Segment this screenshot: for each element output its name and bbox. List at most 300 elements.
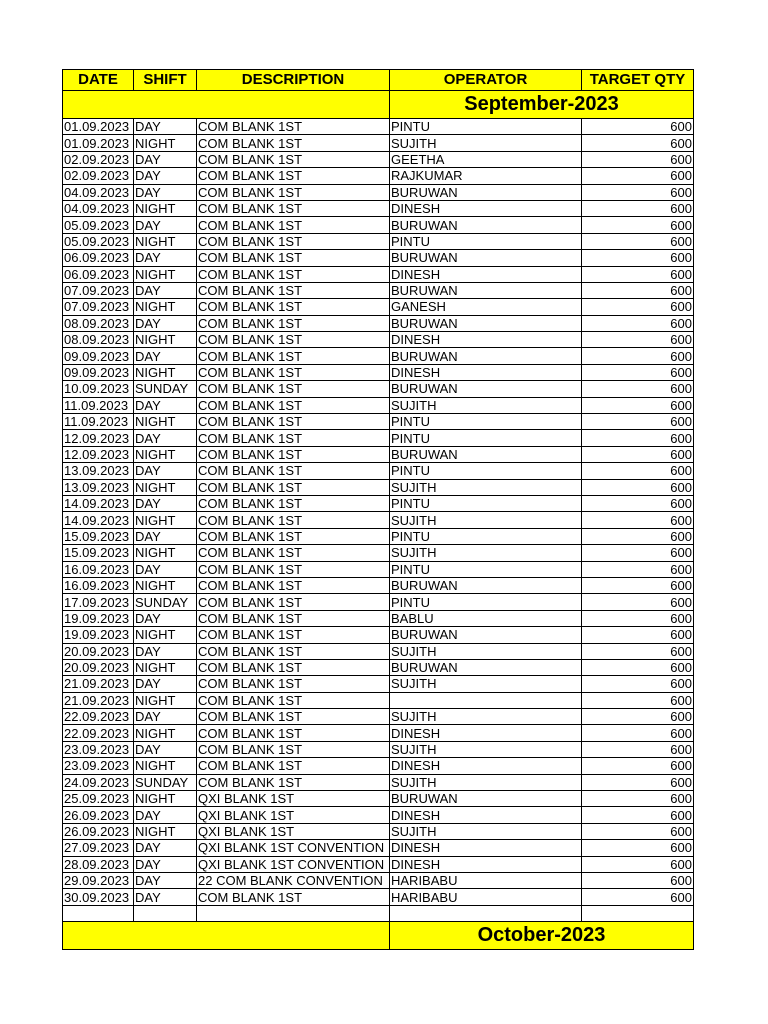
cell-date: 11.09.2023 [63, 414, 134, 430]
cell-date: 15.09.2023 [63, 545, 134, 561]
cell-operator: SUJITH [390, 709, 582, 725]
cell-shift: DAY [134, 151, 197, 167]
cell-description: COM BLANK 1ST [197, 709, 390, 725]
table-row [63, 184, 694, 200]
cell-target-qty: 600 [582, 676, 694, 692]
table-row [63, 332, 694, 348]
table-row [63, 594, 694, 610]
cell-description: COM BLANK 1ST [197, 577, 390, 593]
cell-description: COM BLANK 1ST [197, 692, 390, 708]
month-row-september [63, 91, 694, 119]
cell-date: 21.09.2023 [63, 676, 134, 692]
cell-operator: DINESH [390, 725, 582, 741]
cell-date: 01.09.2023 [63, 119, 134, 135]
cell-operator: SUJITH [390, 823, 582, 839]
cell-target-qty: 600 [582, 463, 694, 479]
cell-target-qty: 600 [582, 168, 694, 184]
table-row [63, 692, 694, 708]
cell-target-qty: 600 [582, 184, 694, 200]
cell-target-qty: 600 [582, 315, 694, 331]
cell-shift: DAY [134, 184, 197, 200]
cell-shift: SUNDAY [134, 594, 197, 610]
header-target-qty: TARGET QTY [582, 70, 694, 91]
cell-operator: DINESH [390, 364, 582, 380]
empty-cell [134, 905, 197, 921]
cell-target-qty: 600 [582, 512, 694, 528]
cell-description: COM BLANK 1ST [197, 741, 390, 757]
cell-shift: DAY [134, 463, 197, 479]
production-sheet [62, 69, 694, 950]
table-row [63, 364, 694, 380]
cell-shift: NIGHT [134, 577, 197, 593]
cell-shift: DAY [134, 495, 197, 511]
cell-shift: NIGHT [134, 135, 197, 151]
cell-description: COM BLANK 1ST [197, 414, 390, 430]
header-row [63, 70, 694, 91]
cell-date: 25.09.2023 [63, 791, 134, 807]
table-row [63, 840, 694, 856]
cell-description: COM BLANK 1ST [197, 643, 390, 659]
cell-shift: DAY [134, 856, 197, 872]
table-row [63, 889, 694, 905]
cell-date: 14.09.2023 [63, 495, 134, 511]
cell-target-qty: 600 [582, 840, 694, 856]
cell-description: COM BLANK 1ST [197, 217, 390, 233]
cell-description: COM BLANK 1ST [197, 774, 390, 790]
cell-description: COM BLANK 1ST [197, 381, 390, 397]
cell-description: QXI BLANK 1ST CONVENTION [197, 856, 390, 872]
cell-date: 10.09.2023 [63, 381, 134, 397]
cell-date: 29.09.2023 [63, 872, 134, 888]
header-operator: OPERATOR [390, 70, 582, 91]
cell-operator: BURUWAN [390, 659, 582, 675]
cell-date: 09.09.2023 [63, 364, 134, 380]
cell-target-qty: 600 [582, 872, 694, 888]
cell-target-qty: 600 [582, 823, 694, 839]
cell-operator: PINTU [390, 495, 582, 511]
cell-operator: PINTU [390, 430, 582, 446]
table-row [63, 446, 694, 462]
cell-operator: PINTU [390, 528, 582, 544]
cell-target-qty: 600 [582, 364, 694, 380]
cell-date: 02.09.2023 [63, 168, 134, 184]
cell-date: 17.09.2023 [63, 594, 134, 610]
month-label-october: October-2023 [390, 921, 694, 949]
cell-description: COM BLANK 1ST [197, 463, 390, 479]
cell-operator: BURUWAN [390, 250, 582, 266]
cell-description: COM BLANK 1ST [197, 266, 390, 282]
cell-description: 22 COM BLANK CONVENTION [197, 872, 390, 888]
cell-operator: SUJITH [390, 397, 582, 413]
cell-description: COM BLANK 1ST [197, 479, 390, 495]
cell-date: 01.09.2023 [63, 135, 134, 151]
cell-date: 04.09.2023 [63, 200, 134, 216]
cell-date: 08.09.2023 [63, 332, 134, 348]
cell-shift: NIGHT [134, 791, 197, 807]
table-row [63, 659, 694, 675]
cell-date: 02.09.2023 [63, 151, 134, 167]
cell-shift: DAY [134, 168, 197, 184]
cell-date: 06.09.2023 [63, 250, 134, 266]
cell-shift: DAY [134, 217, 197, 233]
cell-description: COM BLANK 1ST [197, 495, 390, 511]
cell-date: 05.09.2023 [63, 217, 134, 233]
cell-description: COM BLANK 1ST [197, 168, 390, 184]
cell-operator: GANESH [390, 299, 582, 315]
cell-description: COM BLANK 1ST [197, 364, 390, 380]
cell-date: 07.09.2023 [63, 299, 134, 315]
cell-description: COM BLANK 1ST [197, 512, 390, 528]
cell-operator: DINESH [390, 856, 582, 872]
cell-target-qty: 600 [582, 856, 694, 872]
cell-date: 22.09.2023 [63, 709, 134, 725]
cell-date: 28.09.2023 [63, 856, 134, 872]
cell-operator: DINESH [390, 758, 582, 774]
cell-target-qty: 600 [582, 250, 694, 266]
cell-shift: DAY [134, 840, 197, 856]
empty-cell [197, 905, 390, 921]
cell-date: 20.09.2023 [63, 659, 134, 675]
cell-date: 07.09.2023 [63, 282, 134, 298]
cell-operator: BURUWAN [390, 315, 582, 331]
cell-operator: SUJITH [390, 479, 582, 495]
cell-shift: NIGHT [134, 725, 197, 741]
cell-operator: SUJITH [390, 774, 582, 790]
cell-shift: NIGHT [134, 364, 197, 380]
cell-shift: NIGHT [134, 299, 197, 315]
cell-description: COM BLANK 1ST [197, 200, 390, 216]
cell-shift: DAY [134, 741, 197, 757]
cell-operator: PINTU [390, 594, 582, 610]
cell-target-qty: 600 [582, 610, 694, 626]
cell-shift: DAY [134, 561, 197, 577]
cell-date: 23.09.2023 [63, 758, 134, 774]
cell-target-qty: 600 [582, 528, 694, 544]
table-row [63, 741, 694, 757]
cell-description: COM BLANK 1ST [197, 233, 390, 249]
cell-description: COM BLANK 1ST [197, 430, 390, 446]
cell-description: QXI BLANK 1ST CONVENTION [197, 840, 390, 856]
table-row [63, 512, 694, 528]
cell-date: 21.09.2023 [63, 692, 134, 708]
cell-target-qty: 600 [582, 495, 694, 511]
cell-description: COM BLANK 1ST [197, 119, 390, 135]
cell-description: COM BLANK 1ST [197, 315, 390, 331]
cell-operator: SUJITH [390, 676, 582, 692]
cell-shift: NIGHT [134, 332, 197, 348]
cell-date: 19.09.2023 [63, 627, 134, 643]
cell-shift: NIGHT [134, 758, 197, 774]
table-row [63, 282, 694, 298]
cell-target-qty: 600 [582, 643, 694, 659]
cell-operator: SUJITH [390, 512, 582, 528]
cell-description: COM BLANK 1ST [197, 676, 390, 692]
cell-shift: DAY [134, 528, 197, 544]
table-row [63, 577, 694, 593]
table-row [63, 217, 694, 233]
cell-target-qty: 600 [582, 119, 694, 135]
cell-date: 14.09.2023 [63, 512, 134, 528]
cell-operator: BABLU [390, 610, 582, 626]
table-row [63, 676, 694, 692]
cell-shift: DAY [134, 430, 197, 446]
table-row [63, 495, 694, 511]
cell-target-qty: 600 [582, 659, 694, 675]
cell-operator [390, 692, 582, 708]
cell-target-qty: 600 [582, 430, 694, 446]
cell-description: COM BLANK 1ST [197, 594, 390, 610]
table-row [63, 872, 694, 888]
table-row [63, 315, 694, 331]
cell-shift: SUNDAY [134, 381, 197, 397]
cell-target-qty: 600 [582, 725, 694, 741]
cell-operator: BURUWAN [390, 791, 582, 807]
table-row [63, 414, 694, 430]
header-description: DESCRIPTION [197, 70, 390, 91]
cell-operator: BURUWAN [390, 627, 582, 643]
cell-target-qty: 600 [582, 774, 694, 790]
cell-shift: DAY [134, 397, 197, 413]
cell-shift: DAY [134, 282, 197, 298]
cell-operator: BURUWAN [390, 282, 582, 298]
table-row [63, 528, 694, 544]
cell-date: 06.09.2023 [63, 266, 134, 282]
cell-target-qty: 600 [582, 561, 694, 577]
table-row [63, 856, 694, 872]
cell-description: COM BLANK 1ST [197, 397, 390, 413]
cell-operator: HARIBABU [390, 872, 582, 888]
cell-operator: RAJKUMAR [390, 168, 582, 184]
cell-target-qty: 600 [582, 627, 694, 643]
month-spacer [63, 91, 390, 119]
cell-description: QXI BLANK 1ST [197, 807, 390, 823]
cell-target-qty: 600 [582, 348, 694, 364]
table-row [63, 430, 694, 446]
cell-shift: NIGHT [134, 692, 197, 708]
table-row [63, 397, 694, 413]
cell-description: COM BLANK 1ST [197, 184, 390, 200]
cell-shift: NIGHT [134, 659, 197, 675]
table-row [63, 200, 694, 216]
table-row [63, 463, 694, 479]
cell-target-qty: 600 [582, 299, 694, 315]
cell-shift: DAY [134, 807, 197, 823]
cell-date: 19.09.2023 [63, 610, 134, 626]
cell-target-qty: 600 [582, 545, 694, 561]
cell-description: COM BLANK 1ST [197, 545, 390, 561]
cell-target-qty: 600 [582, 200, 694, 216]
cell-target-qty: 600 [582, 217, 694, 233]
cell-operator: GEETHA [390, 151, 582, 167]
cell-date: 08.09.2023 [63, 315, 134, 331]
cell-date: 11.09.2023 [63, 397, 134, 413]
table-row [63, 266, 694, 282]
cell-operator: PINTU [390, 561, 582, 577]
cell-description: COM BLANK 1ST [197, 299, 390, 315]
table-row [63, 119, 694, 135]
cell-operator: HARIBABU [390, 889, 582, 905]
table-row [63, 758, 694, 774]
cell-operator: BURUWAN [390, 577, 582, 593]
cell-shift: NIGHT [134, 233, 197, 249]
cell-shift: DAY [134, 872, 197, 888]
cell-description: COM BLANK 1ST [197, 610, 390, 626]
cell-shift: DAY [134, 709, 197, 725]
table-row [63, 135, 694, 151]
cell-date: 16.09.2023 [63, 577, 134, 593]
cell-operator: BURUWAN [390, 184, 582, 200]
cell-date: 30.09.2023 [63, 889, 134, 905]
blank-row [63, 905, 694, 921]
cell-date: 13.09.2023 [63, 479, 134, 495]
cell-date: 12.09.2023 [63, 446, 134, 462]
cell-target-qty: 600 [582, 741, 694, 757]
cell-target-qty: 600 [582, 233, 694, 249]
cell-target-qty: 600 [582, 381, 694, 397]
cell-target-qty: 600 [582, 594, 694, 610]
cell-operator: BURUWAN [390, 446, 582, 462]
cell-shift: DAY [134, 643, 197, 659]
cell-shift: SUNDAY [134, 774, 197, 790]
month-row-october [63, 921, 694, 949]
cell-shift: NIGHT [134, 414, 197, 430]
cell-target-qty: 600 [582, 135, 694, 151]
cell-target-qty: 600 [582, 709, 694, 725]
cell-description: COM BLANK 1ST [197, 135, 390, 151]
table-row [63, 151, 694, 167]
table-row [63, 168, 694, 184]
cell-target-qty: 600 [582, 151, 694, 167]
cell-operator: PINTU [390, 119, 582, 135]
cell-date: 05.09.2023 [63, 233, 134, 249]
cell-shift: DAY [134, 348, 197, 364]
table-row [63, 725, 694, 741]
cell-date: 09.09.2023 [63, 348, 134, 364]
month-spacer [63, 921, 390, 949]
cell-date: 15.09.2023 [63, 528, 134, 544]
cell-target-qty: 600 [582, 791, 694, 807]
cell-shift: DAY [134, 315, 197, 331]
cell-operator: PINTU [390, 233, 582, 249]
cell-shift: NIGHT [134, 545, 197, 561]
table-row [63, 807, 694, 823]
cell-description: COM BLANK 1ST [197, 561, 390, 577]
cell-description: COM BLANK 1ST [197, 889, 390, 905]
table-row [63, 561, 694, 577]
cell-operator: PINTU [390, 463, 582, 479]
empty-cell [390, 905, 582, 921]
cell-date: 12.09.2023 [63, 430, 134, 446]
header-shift: SHIFT [134, 70, 197, 91]
cell-date: 20.09.2023 [63, 643, 134, 659]
cell-date: 13.09.2023 [63, 463, 134, 479]
cell-shift: DAY [134, 119, 197, 135]
table-row [63, 774, 694, 790]
cell-target-qty: 600 [582, 446, 694, 462]
cell-description: COM BLANK 1ST [197, 282, 390, 298]
cell-target-qty: 600 [582, 692, 694, 708]
cell-description: COM BLANK 1ST [197, 348, 390, 364]
table-row [63, 643, 694, 659]
empty-cell [582, 905, 694, 921]
cell-operator: SUJITH [390, 545, 582, 561]
cell-description: COM BLANK 1ST [197, 758, 390, 774]
cell-description: QXI BLANK 1ST [197, 791, 390, 807]
table-row [63, 610, 694, 626]
table-row [63, 250, 694, 266]
cell-operator: PINTU [390, 414, 582, 430]
cell-shift: NIGHT [134, 200, 197, 216]
cell-target-qty: 600 [582, 807, 694, 823]
cell-target-qty: 600 [582, 266, 694, 282]
cell-date: 16.09.2023 [63, 561, 134, 577]
cell-operator: BURUWAN [390, 348, 582, 364]
cell-description: COM BLANK 1ST [197, 151, 390, 167]
cell-date: 27.09.2023 [63, 840, 134, 856]
cell-description: COM BLANK 1ST [197, 446, 390, 462]
cell-operator: DINESH [390, 840, 582, 856]
table-row [63, 348, 694, 364]
table-row [63, 479, 694, 495]
cell-target-qty: 600 [582, 479, 694, 495]
cell-shift: DAY [134, 889, 197, 905]
cell-operator: SUJITH [390, 135, 582, 151]
cell-date: 23.09.2023 [63, 741, 134, 757]
cell-date: 22.09.2023 [63, 725, 134, 741]
cell-date: 24.09.2023 [63, 774, 134, 790]
cell-operator: SUJITH [390, 643, 582, 659]
table-row [63, 627, 694, 643]
cell-shift: NIGHT [134, 512, 197, 528]
cell-description: COM BLANK 1ST [197, 528, 390, 544]
cell-operator: DINESH [390, 807, 582, 823]
month-label-september: September-2023 [390, 91, 694, 119]
cell-target-qty: 600 [582, 332, 694, 348]
cell-operator: DINESH [390, 266, 582, 282]
cell-description: COM BLANK 1ST [197, 627, 390, 643]
cell-shift: NIGHT [134, 479, 197, 495]
cell-shift: NIGHT [134, 823, 197, 839]
cell-target-qty: 600 [582, 758, 694, 774]
cell-target-qty: 600 [582, 397, 694, 413]
cell-date: 26.09.2023 [63, 807, 134, 823]
cell-shift: DAY [134, 610, 197, 626]
cell-description: QXI BLANK 1ST [197, 823, 390, 839]
cell-description: COM BLANK 1ST [197, 725, 390, 741]
cell-target-qty: 600 [582, 577, 694, 593]
cell-shift: DAY [134, 250, 197, 266]
cell-operator: DINESH [390, 200, 582, 216]
cell-target-qty: 600 [582, 282, 694, 298]
cell-description: COM BLANK 1ST [197, 659, 390, 675]
table-row [63, 299, 694, 315]
cell-target-qty: 600 [582, 889, 694, 905]
cell-shift: NIGHT [134, 627, 197, 643]
cell-operator: SUJITH [390, 741, 582, 757]
cell-description: COM BLANK 1ST [197, 332, 390, 348]
cell-shift: NIGHT [134, 446, 197, 462]
table-row [63, 381, 694, 397]
cell-date: 26.09.2023 [63, 823, 134, 839]
table-row [63, 823, 694, 839]
cell-shift: NIGHT [134, 266, 197, 282]
table-row [63, 791, 694, 807]
table-row [63, 233, 694, 249]
header-date: DATE [63, 70, 134, 91]
table-row [63, 709, 694, 725]
cell-operator: BURUWAN [390, 217, 582, 233]
empty-cell [63, 905, 134, 921]
